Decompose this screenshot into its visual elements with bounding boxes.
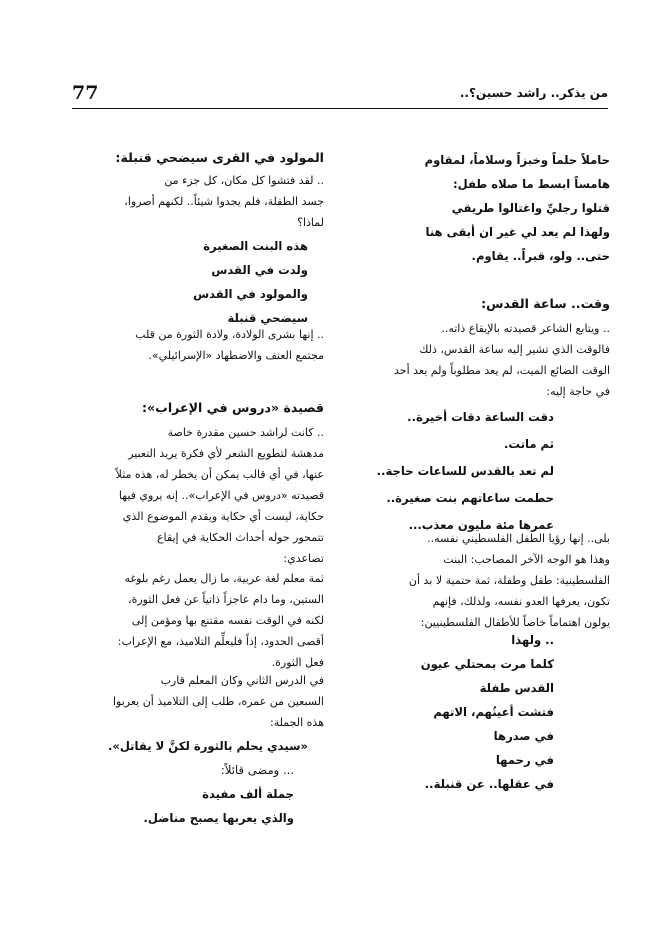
text-line: السبعين من عمره، طلب إلى التلاميذ أن يعربوا: [112, 695, 324, 708]
body-paragraph: [72, 670, 324, 733]
verse-line: «سيدي يحلم بالثورة لكنَّ لا يقاتل».: [107, 739, 308, 753]
section-heading: وقت.. ساعة القدس:: [481, 296, 610, 311]
verse-line: سيضحي قنبلة: [227, 311, 308, 325]
page-number: 77: [72, 82, 99, 104]
verse-line: القدس طفلة: [479, 681, 554, 695]
text-line: فعل الثورة.: [271, 656, 324, 669]
body-paragraph: [344, 318, 610, 402]
page-header: [72, 82, 608, 109]
text-line: .. لقد فتشوا كل مكان، كل جزء من: [164, 174, 324, 187]
verse-line: في عقلها.. عن قنبلة..: [424, 777, 554, 791]
body-paragraph: [344, 528, 610, 633]
text-line: تصاعدي:: [283, 552, 324, 565]
poem-stanza: [344, 628, 610, 796]
verse-line: لم تعد بالقدس للساعات حاجة..: [376, 464, 554, 478]
body-paragraph: [72, 568, 324, 673]
text-line: جسد الطفلة، فلم يجدوا شيئاً.. لكنهم أصروا،: [124, 195, 324, 208]
text-line: لماذا؟: [297, 216, 324, 229]
verse-line: ولدت في القدس: [211, 263, 308, 277]
poem-stanza: [72, 234, 324, 330]
verse-line: ثم ماتت.: [503, 437, 554, 451]
verse-line: هذه البنت الصغيرة: [203, 239, 308, 253]
text-line: وهذا هو الوجه الآخر المصاحب: البنت: [443, 553, 610, 566]
verse-line: كلما مرت بمحتلي عيون: [420, 657, 554, 671]
text-line: مجتمع العنف والاضطهاد «الإسرائيلي».: [148, 349, 324, 362]
verse-line: حطمت ساعاتهم بنت صغيرة..: [386, 491, 554, 505]
text-line: هذه الجملة:: [270, 716, 324, 729]
body-paragraph: [72, 170, 324, 233]
verse-line: في صدرها: [493, 729, 554, 743]
text-line: يولون اهتماماً خاصاً للأطفال الفلسطينيين:: [420, 616, 610, 629]
section-heading: المولود في القرى سيضحي قنبلة:: [115, 150, 324, 165]
text-line: في حاجة إليه:: [546, 385, 610, 398]
text-line: الوقت الضائع الميت، لم يعد مطلوباً ولم يعد أحد: [394, 364, 610, 377]
verse-line: حاملاً حلماً وخبزاً وسلاماً، لمقاوم: [424, 153, 610, 167]
text-line: تكون، يعرفها العدو نفسه، ولذلك، فإنهم: [432, 595, 610, 608]
verse-line: دقت الساعة دقات أخيرة..: [407, 410, 554, 424]
text-line: فالوقت الذي تشير إليه ساعة القدس، ذلك: [419, 343, 610, 356]
text-line: عنها، في أي قالب يمكن أن يخطر له، هذه مثلاً: [115, 468, 324, 481]
body-paragraph: [72, 422, 324, 569]
text-line: الفلسطينية: طفل وطفلة، ثمة حتمية لا بد أن: [408, 574, 610, 587]
verse-line: والذي يعربها يصبح مناضل.: [143, 811, 294, 825]
text-line: بلى.. إنها رؤيا الطفل الفلسطيني نفسه..: [427, 532, 610, 545]
verse-line: ولهذا لم يعد لي غير ان أبقى هنا: [425, 225, 610, 239]
poem-stanza: [380, 148, 610, 268]
text-line: الستين، وما دام عاجزاً ذاتياً عن فعل الثورة،: [128, 593, 324, 606]
verse-line: ... ومضى قائلاً:: [220, 763, 294, 777]
verse-line: فتشت أعينُهم، الاتهم: [433, 705, 554, 719]
text-line: مدهشة لتطويع الشعر لأي فكرة يريد التعبير: [128, 447, 324, 460]
running-title: من يذكر.. راشد حسين؟..: [459, 86, 608, 100]
text-line: ثمة معلم لغة عربية، ما زال يعمل رغم بلوغه: [124, 572, 324, 585]
section-heading: قصيدة «دروس في الإعراب»:: [142, 400, 324, 415]
poem-stanza: [72, 734, 324, 830]
text-line: حكاية، ليست أي حكاية ويقدم الموضوع الذي: [122, 510, 324, 523]
verse-line: حتى.. ولو، قبراً.. يقاوم.: [471, 249, 610, 263]
body-paragraph: [72, 324, 324, 366]
text-line: تتمحور حوله أحداث الحكاية في إيقاع: [156, 531, 324, 544]
verse-line: قتلوا رجليِّ واغتالوا طريقي: [451, 201, 610, 215]
text-line: لكنه في الوقت نفسه مقتنع بها ومؤمن إلى: [131, 614, 324, 627]
text-line: .. ويتابع الشاعر قصيدته بالإيقاع ذاته..: [441, 322, 610, 335]
verse-line: في رحمها: [495, 753, 554, 767]
verse-line: هامساً ابسط ما صلاه طفل:: [452, 177, 610, 191]
text-line: .. إنها بشرى الولادة، ولادة الثورة من قلب: [135, 328, 324, 341]
verse-line: .. ولهذا: [511, 633, 554, 647]
verse-line: جملة ألف مفيدة: [202, 787, 294, 801]
verse-line: عمرها مئة مليون معذب...: [408, 518, 554, 532]
text-line: .. كانت لراشد حسين مقدرة خاصة: [167, 426, 324, 439]
text-line: أقصى الحدود، إذاً فليعلِّم التلاميذ، مع الإعراب:: [117, 635, 324, 648]
text-line: في الدرس الثاني وكان المعلم قارب: [160, 674, 324, 687]
text-line: قصيدته «دروس في الإعراب».. إنه يروي فيها: [118, 489, 324, 502]
verse-line: والمولود في القدس: [193, 287, 308, 301]
poem-stanza: [344, 404, 610, 539]
